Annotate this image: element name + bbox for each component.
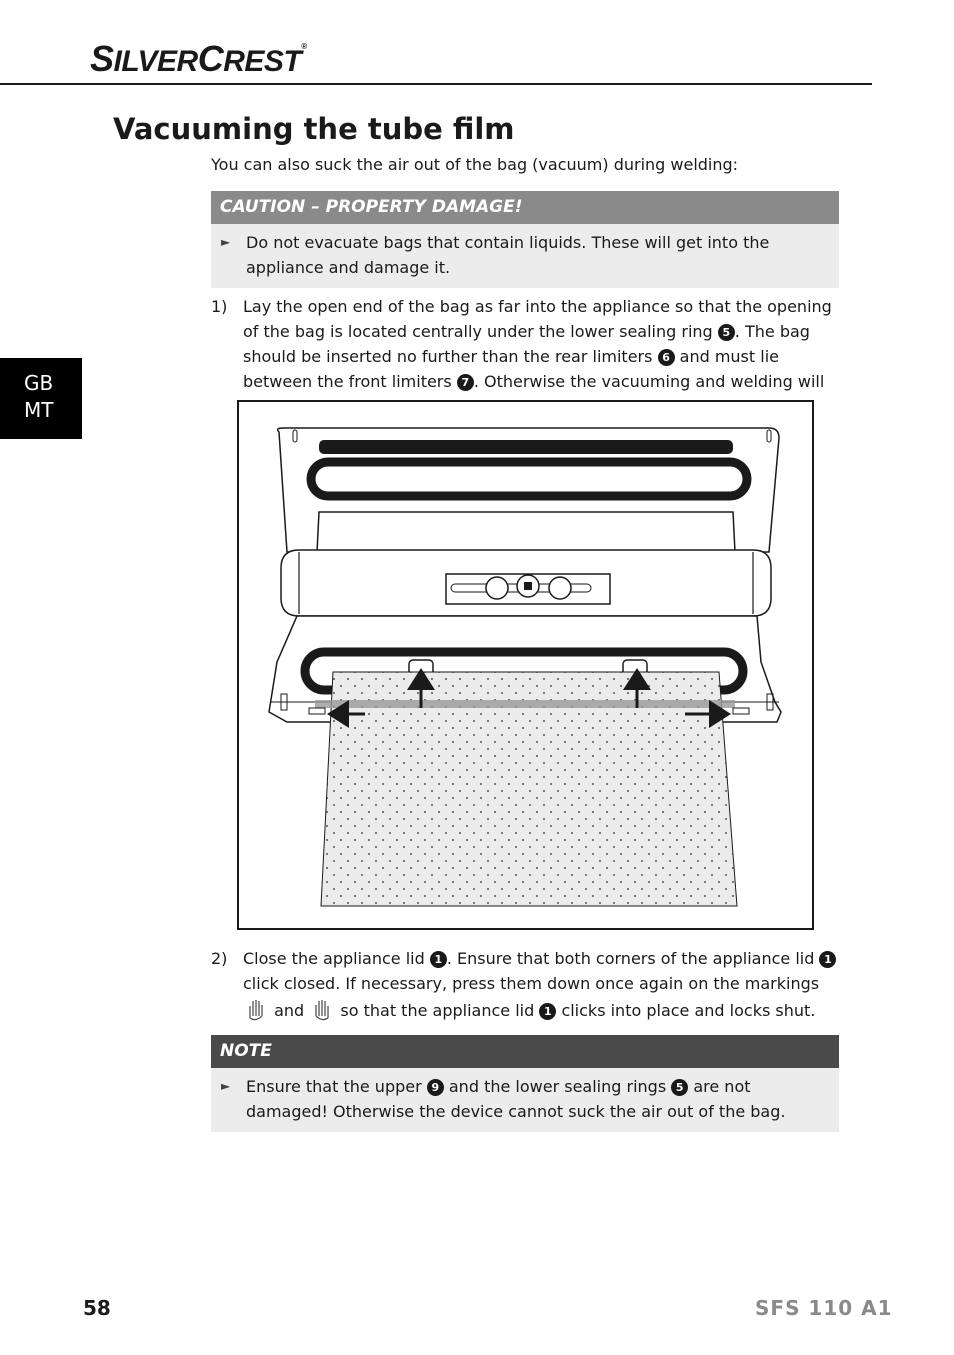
language-code: GB: [24, 371, 54, 395]
caution-body: [211, 224, 839, 288]
appliance-illustration: [237, 400, 814, 930]
ref-circle: 1: [430, 951, 447, 968]
step-number: 2): [211, 949, 228, 968]
ref-circle: 6: [658, 349, 675, 366]
caution-heading: CAUTION – PROPERTY DAMAGE!: [211, 191, 839, 224]
ref-circle: 1: [819, 951, 836, 968]
ref-circle: 5: [671, 1079, 688, 1096]
triangle-right-icon: ►: [221, 1079, 231, 1093]
intro-text: You can also suck the air out of the bag (vacuum) during welding:: [211, 155, 739, 174]
step-number: 1): [211, 297, 228, 316]
ref-circle: 1: [539, 1003, 556, 1020]
page-number: 58: [83, 1296, 111, 1320]
hand-icon: [309, 996, 335, 1022]
vacuum-sealer-drawing: [239, 402, 812, 928]
language-tab: [0, 358, 82, 439]
step-text: . Ensure that both corners of the appliance lid: [446, 949, 815, 968]
brand-logo: SILVERCREST®: [90, 38, 307, 79]
step-text: Close the appliance lid: [243, 949, 425, 968]
hand-icon: [243, 996, 269, 1022]
note-heading: NOTE: [211, 1035, 839, 1068]
ref-circle: 9: [427, 1079, 444, 1096]
note-text: are not damaged! Otherwise the device cannot suck the air out of the bag.: [246, 1077, 786, 1121]
ref-circle: 5: [718, 324, 735, 341]
step-text: clicks into place and locks shut.: [561, 1001, 816, 1020]
step-text: . Otherwise the vacuuming and welding will: [473, 372, 825, 391]
note-box: [211, 1035, 839, 1132]
step-text: and must lie between the front limiters: [243, 347, 779, 391]
step-text: and: [274, 1001, 305, 1020]
ref-circle: 7: [457, 374, 474, 391]
step-text: . The bag should be inserted no further than the rear limiters: [243, 322, 810, 366]
step-text: so that the appliance lid: [340, 1001, 535, 1020]
language-code: MT: [24, 398, 54, 422]
step-text: Lay the open end of the bag as far into the appliance so that the opening of the bag is located centrally under the lower sealing ring: [243, 297, 832, 341]
page-title: Vacuuming the tube film: [113, 112, 515, 146]
header-rule: [0, 83, 872, 85]
caution-bullet-text: Do not evacuate bags that contain liquids. These will get into the appliance and damage it.: [246, 233, 770, 277]
note-body: [211, 1068, 839, 1132]
step-text: click closed. If necessary, press them down once again on the markings: [243, 974, 820, 993]
triangle-right-icon: ►: [221, 235, 231, 249]
note-text: and the lower sealing rings: [448, 1077, 667, 1096]
step-2: [211, 946, 843, 1023]
model-number: SFS 110 A1: [755, 1296, 893, 1320]
note-text: Ensure that the upper: [246, 1077, 422, 1096]
caution-box: [211, 191, 839, 288]
